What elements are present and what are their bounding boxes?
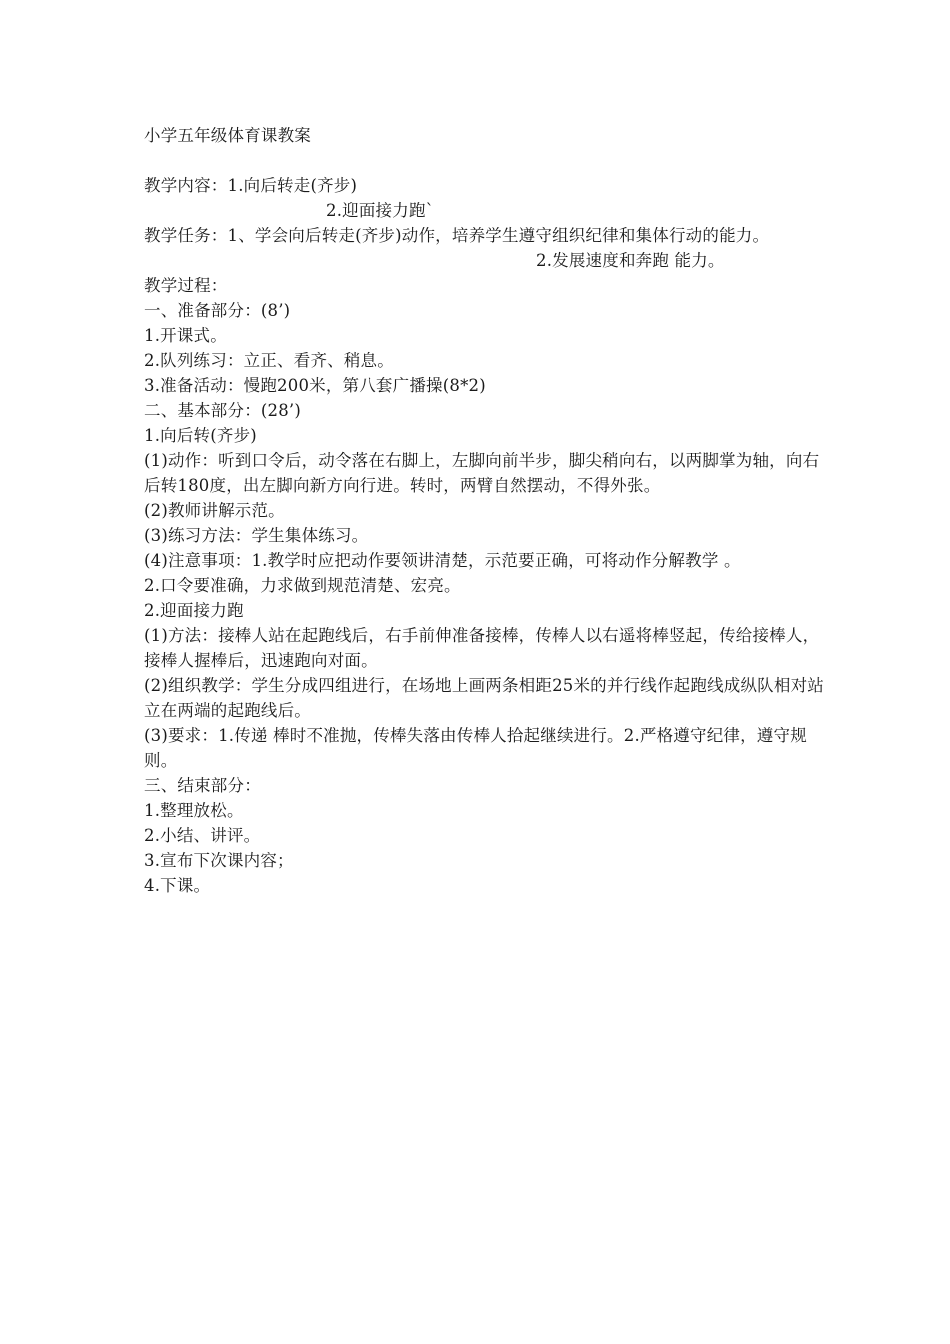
list-item: (1)动作：听到口令后，动令落在右脚上，左脚向前半步，脚尖稍向右，以两脚掌为轴，向右后转180度，出左脚向新方向行进。转时，两臂自然摆动，不得外张。 [144,451,820,495]
subsection-heading: 1.向后转(齐步) [144,426,257,445]
list-item: 4.下课。 [144,876,211,895]
subsection-heading: 2.迎面接力跑 [144,601,244,620]
list-item: 1.整理放松。 [144,801,244,820]
section-heading-preparation: 一、准备部分：(8’) [144,301,291,320]
teaching-task-line-1: 教学任务：1、学会向后转走(齐步)动作，培养学生遵守组织纪律和集体行动的能力。 [144,226,770,245]
list-item: 3.宣布下次课内容； [144,851,294,870]
list-item: 3.准备活动：慢跑200米，第八套广播操(8*2) [144,376,486,395]
list-item: (4)注意事项：1.教学时应把动作要领讲清楚，示范要正确，可将动作分解教学 。 [144,551,741,570]
list-item: 2.小结、讲评。 [144,826,261,845]
list-item: 1.开课式。 [144,326,227,345]
list-item: (2)教师讲解示范。 [144,501,285,520]
list-item: 2.队列练习：立正、看齐、稍息。 [144,351,394,370]
teaching-content-line-1: 教学内容：1.向后转走(齐步) [144,176,358,195]
document-body [144,123,824,898]
document-title: 小学五年级体育课教案 [144,126,311,145]
list-item: (1)方法：接棒人站在起跑线后，右手前伸准备接棒，传棒人以右遥将棒竖起，传给接棒人，接棒人握棒后，迅速跑向对面。 [144,626,820,670]
teaching-content-line-2: 2.迎面接力跑` [326,201,435,220]
list-item: (3)练习方法：学生集体练习。 [144,526,369,545]
section-heading-ending: 三、结束部分： [144,776,261,795]
list-item: 2.口令要准确，力求做到规范清楚、宏亮。 [144,576,461,595]
teaching-process-heading: 教学过程： [144,276,228,295]
section-heading-basic: 二、基本部分：(28’) [144,401,302,420]
list-item: (2)组织教学：学生分成四组进行，在场地上画两条相距25米的并行线作起跑线成纵队相对站立在两端的起跑线后。 [144,676,824,720]
list-item: (3)要求：1.传递 棒时不准抛，传棒失落由传棒人拾起继续进行。2.严格遵守纪律，遵守规则。 [144,726,807,770]
teaching-task-line-2: 2.发展速度和奔跑 能力。 [536,251,725,270]
